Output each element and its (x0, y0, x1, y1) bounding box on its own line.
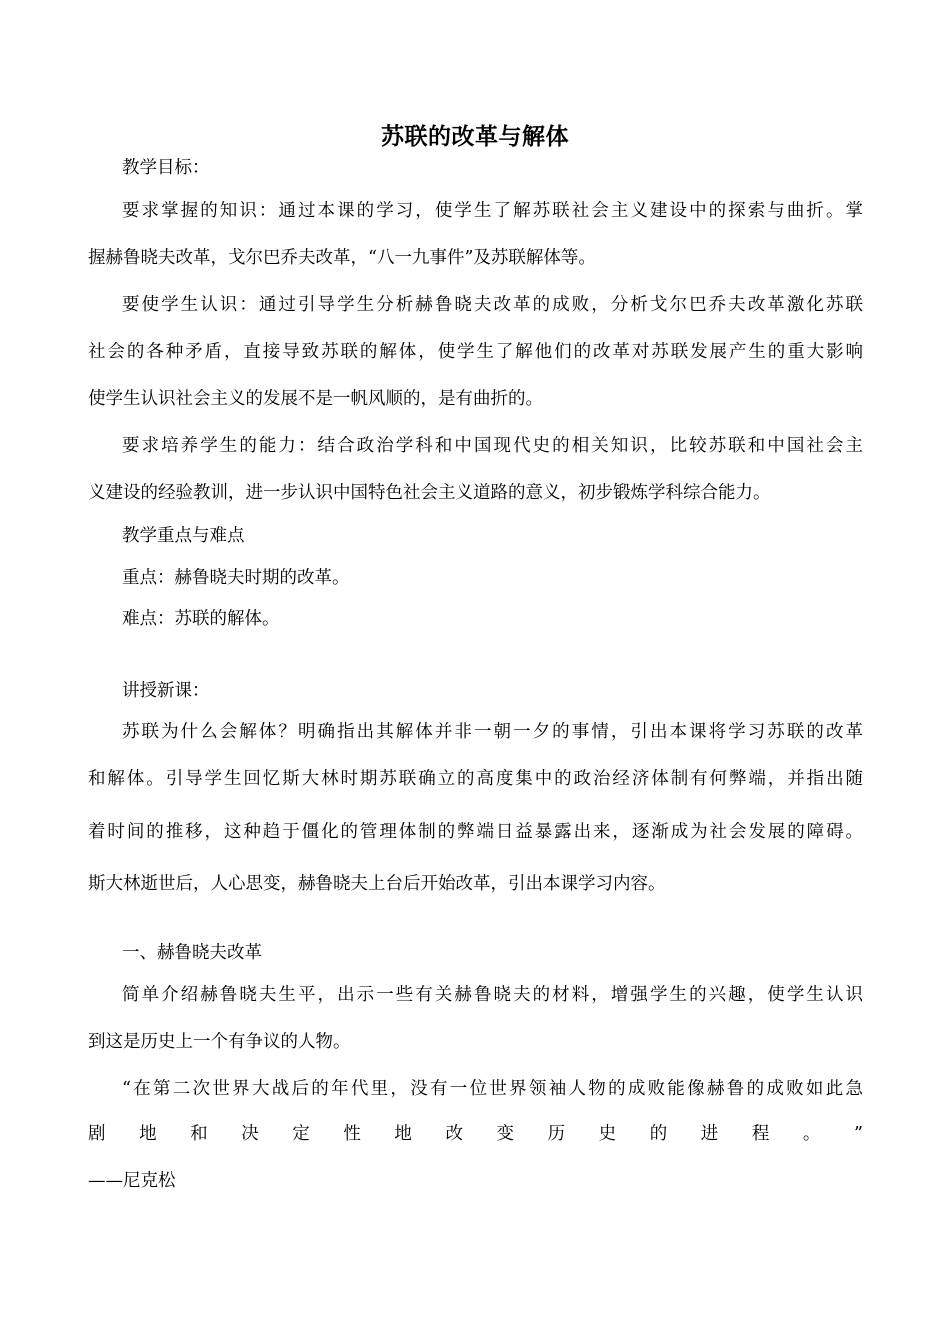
paragraph-line: 到这是历史上一个有争议的人物。 (88, 1032, 351, 1052)
quote-char: 地 (394, 1124, 412, 1144)
section-heading-new-lesson: 讲授新课： (122, 681, 210, 701)
paragraph-line: 着时间的推移，这种趋于僵化的管理体制的弊端日益暴露出来，逐渐成为社会发展的障碍。 (88, 822, 863, 842)
paragraph-line: 使学生认识社会主义的发展不是一帆风顺的，是有曲折的。 (88, 389, 543, 409)
paragraph-line: 和解体。引导学生回忆斯大林时期苏联确立的高度集中的政治经济体制有何弊端，并指出随 (88, 769, 863, 789)
quote-char: 进 (700, 1124, 719, 1144)
paragraph-line: 重点：赫鲁晓夫时期的改革。 (122, 568, 350, 588)
document-title: 苏联的改革与解体 (381, 124, 569, 150)
quote-attribution: ——尼克松 (88, 1171, 176, 1191)
paragraph-line: 要使学生认识：通过引导学生分析赫鲁晓夫改革的成败，分析戈尔巴乔夫改革激化苏联 (122, 295, 863, 315)
quote-line: “在第二次世界大战后的年代里，没有一位世界领袖人物的成败能像赫鲁的成败如此急 (122, 1079, 863, 1099)
quote-char: 的 (649, 1124, 668, 1144)
quote-char: 变 (496, 1124, 514, 1144)
quote-char: 性 (343, 1124, 361, 1144)
quote-char: 地 (139, 1124, 157, 1144)
paragraph-line: 握赫鲁晓夫改革，戈尔巴乔夫改革，“八一九事件”及苏联解体等。 (88, 248, 596, 268)
quote-char: 。 (802, 1124, 821, 1144)
section-heading-khrushchev-reform: 一、赫鲁晓夫改革 (122, 943, 262, 963)
quote-char: ” (853, 1124, 863, 1144)
quote-char: 和 (190, 1124, 208, 1144)
section-heading-key-points: 教学重点与难点 (122, 526, 245, 546)
paragraph-line: 难点：苏联的解体。 (122, 609, 280, 629)
quote-char: 程 (751, 1124, 770, 1144)
quote-char: 改 (445, 1124, 463, 1144)
quote-char: 剧 (88, 1124, 106, 1144)
quote-char: 历 (547, 1124, 566, 1144)
paragraph-line: 义建设的经验教训，进一步认识中国特色社会主义道路的意义，初步锻炼学科综合能力。 (88, 483, 771, 503)
paragraph-line: 苏联为什么会解体？明确指出其解体并非一朝一夕的事情，引出本课将学习苏联的改革 (122, 722, 863, 742)
quote-char: 史 (598, 1124, 617, 1144)
paragraph-line: 简单介绍赫鲁晓夫生平，出示一些有关赫鲁晓夫的材料，增强学生的兴趣，使学生认识 (122, 985, 863, 1005)
paragraph-line: 社会的各种矛盾，直接导致苏联的解体，使学生了解他们的改革对苏联发展产生的重大影响 (88, 342, 863, 362)
quote-line-spread (88, 1122, 863, 1146)
paragraph-line: 斯大林逝世后，人心思变，赫鲁晓夫上台后开始改革，引出本课学习内容。 (88, 874, 666, 894)
paragraph-line: 要求培养学生的能力：结合政治学科和中国现代史的相关知识，比较苏联和中国社会主 (122, 436, 863, 456)
quote-char: 决 (241, 1124, 259, 1144)
section-heading-objectives: 教学目标： (122, 158, 210, 178)
paragraph-line: 要求掌握的知识：通过本课的学习，使学生了解苏联社会主义建设中的探索与曲折。掌 (122, 201, 863, 221)
quote-char: 定 (292, 1124, 310, 1144)
